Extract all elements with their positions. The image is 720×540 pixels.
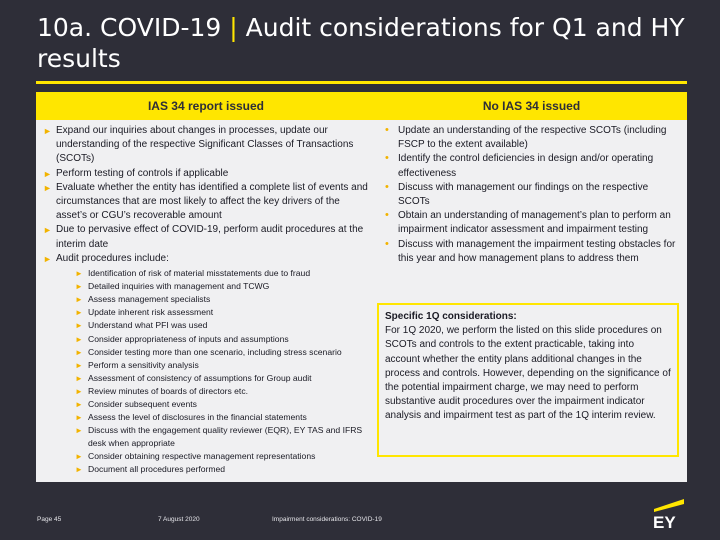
sub-list-item — [56, 333, 373, 346]
triangle-bullet-icon: ► — [75, 269, 83, 279]
footer-date: 7 August 2020 — [158, 516, 200, 523]
right-column — [382, 124, 682, 266]
triangle-bullet-icon: ► — [75, 295, 83, 305]
specific-considerations-box — [377, 303, 679, 457]
sub-list-item-text: Discuss with the engagement quality reviewer (EQR), EY TAS and IFRS desk when appropriate — [88, 425, 363, 449]
sub-list-item — [56, 293, 373, 306]
sub-list-item-text: Assess management specialists — [88, 294, 211, 305]
list-item — [40, 181, 373, 224]
slide-title — [37, 12, 687, 74]
title-separator: | — [229, 13, 238, 42]
footer-page-number: Page 45 — [37, 516, 62, 523]
sub-list-item — [56, 398, 373, 411]
sub-list-item — [56, 463, 373, 476]
sub-list-item-text: Detailed inquiries with management and TCWG — [88, 281, 270, 292]
triangle-bullet-icon: ► — [43, 168, 52, 179]
triangle-bullet-icon: ► — [43, 182, 52, 193]
triangle-bullet-icon: ► — [75, 373, 83, 383]
sub-list-item-text: Consider subsequent events — [88, 398, 197, 409]
sub-list-item-text: Consider appropriateness of inputs and assumptions — [88, 333, 289, 344]
left-column — [40, 124, 373, 477]
list-item — [40, 124, 373, 167]
dot-bullet-icon: • — [385, 237, 389, 250]
sub-list-item — [56, 306, 373, 319]
list-item-text: Discuss with management the impairment testing obstacles for this year and how management plans to address them — [398, 238, 676, 264]
sub-list-item — [56, 359, 373, 372]
sub-list-item — [56, 450, 373, 463]
sub-list-item-text: Perform a sensitivity analysis — [88, 359, 199, 370]
list-item — [382, 152, 682, 180]
left-bullet-list — [40, 124, 373, 477]
audit-procedures-list — [56, 267, 373, 477]
dot-bullet-icon: • — [385, 124, 389, 136]
column-header-bar — [36, 92, 687, 120]
list-item-text: Due to pervasive effect of COVID-19, perform audit procedures at the interim date — [56, 224, 364, 250]
triangle-bullet-icon: ► — [75, 360, 83, 370]
sub-list-item-text: Assess the level of disclosures in the financial statements — [88, 412, 307, 423]
sub-list-item-text: Document all procedures performed — [88, 464, 226, 475]
list-item-text: Obtain an understanding of management’s plan to perform an impairment indicator assessment and impairment testing — [398, 210, 671, 236]
sub-list-item-text: Review minutes of boards of directors etc. — [88, 385, 249, 396]
title-part1: 10a. COVID-19 — [37, 13, 222, 42]
sub-list-item-text: Identification of risk of material misstatements due to fraud — [88, 268, 311, 279]
title-underline — [36, 81, 687, 84]
triangle-bullet-icon: ► — [75, 321, 83, 331]
list-item — [382, 181, 682, 209]
triangle-bullet-icon: ► — [75, 465, 83, 475]
triangle-bullet-icon: ► — [75, 399, 83, 409]
triangle-bullet-icon: ► — [75, 308, 83, 318]
left-column-header: IAS 34 report issued — [147, 99, 265, 113]
dot-bullet-icon: • — [385, 152, 389, 165]
ey-logo-icon — [652, 495, 686, 529]
sub-list-item-text: Update inherent risk assessment — [88, 307, 214, 318]
sub-list-item-text: Consider obtaining respective management representations — [88, 451, 316, 462]
triangle-bullet-icon: ► — [75, 452, 83, 462]
list-item — [382, 238, 682, 266]
triangle-bullet-icon: ► — [75, 347, 83, 357]
footer-topic: Impairment considerations: COVID-19 — [272, 516, 382, 523]
list-item — [40, 252, 373, 477]
list-item-text: Discuss with management our findings on the respective SCOTs — [398, 181, 649, 208]
content-panel — [36, 120, 687, 482]
sub-list-item — [56, 385, 373, 398]
list-item-text: Expand our inquiries about changes in processes, update our understanding of the respective Significant Classes of Transactions (SCOTs) — [56, 125, 354, 165]
sub-list-item — [56, 319, 373, 332]
sub-list-item — [56, 280, 373, 293]
triangle-bullet-icon: ► — [75, 413, 83, 423]
sub-list-item — [56, 424, 373, 450]
triangle-bullet-icon: ► — [43, 225, 52, 236]
list-item — [40, 223, 373, 251]
specific-heading: Specific 1Q considerations: — [385, 311, 517, 322]
specific-body: For 1Q 2020, we perform the listed on this slide procedures on SCOTs and controls to the extent practicable, taking into account whether the entity plans additional changes in the process and controls. However, depending on the significance of the potential impairment charge, we may need to perform substantive audit procedures over the impairment indicator analysis and impairment test as part of the 1Q interim review. — [385, 325, 671, 422]
sub-list-item — [56, 411, 373, 424]
sub-list-item — [56, 346, 373, 359]
sub-list-item — [56, 372, 373, 385]
right-bullet-list — [382, 124, 682, 266]
ey-logo-text: EY — [653, 513, 676, 529]
list-item — [382, 209, 682, 237]
sub-list-item-text: Assessment of consistency of assumptions for Group audit — [88, 372, 312, 383]
triangle-bullet-icon: ► — [75, 334, 83, 344]
list-item — [382, 124, 682, 152]
triangle-bullet-icon: ► — [75, 282, 83, 292]
triangle-bullet-icon: ► — [43, 126, 52, 136]
triangle-bullet-icon: ► — [75, 386, 83, 396]
right-column-header: No IAS 34 issued — [482, 99, 581, 113]
sub-list-item-text: Understand what PFI was used — [88, 320, 208, 331]
list-item-text: Perform testing of controls if applicable — [56, 167, 229, 179]
sub-list-item — [56, 267, 373, 280]
sub-list-item-text: Consider testing more than one scenario, including stress scenario — [88, 346, 342, 357]
list-item-text: Audit procedures include: — [56, 252, 169, 264]
list-item-text: Evaluate whether the entity has identified a complete list of events and circumstances that are most likely to affect the key drivers of the asset’s or CGU’s recoverable amount — [56, 181, 368, 222]
dot-bullet-icon: • — [385, 180, 389, 193]
list-item — [40, 167, 373, 181]
list-item-text: Identify the control deficiencies in design and/or operating effectiveness — [398, 153, 654, 179]
triangle-bullet-icon: ► — [43, 253, 52, 264]
title-part2: Audit considerations for Q1 and HY results — [37, 13, 685, 73]
list-item-text: Update an understanding of the respective SCOTs (including FSCP to the extent available) — [398, 125, 667, 151]
dot-bullet-icon: • — [385, 209, 389, 222]
triangle-bullet-icon: ► — [75, 426, 83, 436]
